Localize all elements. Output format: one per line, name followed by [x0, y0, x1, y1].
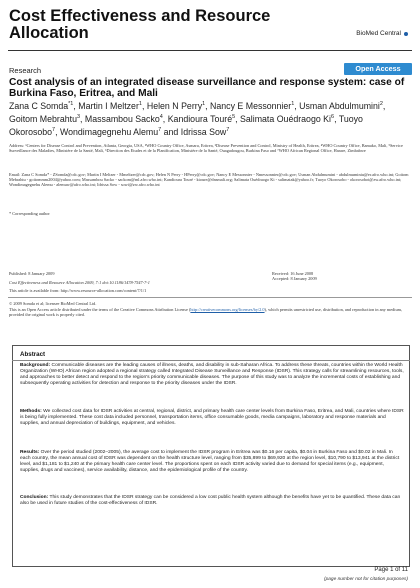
license-link[interactable]: http://creativecommons.org/licenses/by/2.0	[190, 307, 265, 312]
abstract-divider	[12, 360, 410, 361]
author-name: Tuoyo Okorosobo	[9, 113, 363, 137]
author-name: Goitom Mebrahtu	[9, 113, 77, 124]
abstract-results	[20, 450, 404, 474]
author-name: Usman Abdulmumini	[299, 100, 380, 111]
article-url[interactable]: This article is available from: http://www.resource-allocation.com/content/7/1/1	[9, 288, 147, 293]
page-number-note: (page number not for citation purposes)	[324, 577, 408, 582]
article-type: Research	[9, 66, 42, 75]
results-text: Over the period studied (2002–2005), the average cost to implement the IDSR program in Eritrea was $0.16 per capita, $0.04 in Burkina Faso and $0.02 in Mali. In each country, the mean annual cost of IDSR was dependent on the health structure level, ranging from $35,899 to $69,920 at the region level, $10,790 to $13,941 at the district level, and $1,181 to $1,240 at the primary health care center level. The proportions spent on each IDSR activity varied due to demand for special items (e.g., equipment, supplies, drugs and vaccines), service availability, distance, and the epidemiological profile of the country.	[20, 450, 400, 474]
page-number: Page 1 of 11	[374, 567, 408, 573]
rights-divider	[8, 297, 412, 298]
license-text	[9, 307, 413, 317]
author-affiliation-marker: 3	[76, 113, 81, 120]
author-name: Helen N Perry	[146, 100, 203, 111]
journal-title: Cost Effectiveness and Resource Allocation	[9, 7, 271, 42]
received-date: Received: 16 June 2008	[272, 271, 314, 276]
results-label: Results:	[20, 450, 40, 455]
methods-label: Methods:	[20, 409, 42, 414]
header-divider	[8, 50, 412, 51]
license-pre: This is an Open Access article distributed under the terms of the Creative Commons Attribution License (	[9, 307, 191, 312]
conclusion-text: This study demonstrates that the IDSR strategy can be considered a low cost public health system although the benefits have yet to be quantified. These data can also be used in future studies of the cost-effectiveness of IDSR.	[20, 495, 401, 507]
author-affiliation-marker: 6	[331, 113, 335, 120]
author-name: Zana C Somda	[9, 100, 69, 111]
corresponding-author-note: * Corresponding author	[9, 211, 50, 216]
license-post: ), which permits unrestricted use, distribution, and reproduction in any medium, provided the original work is properly cited.	[9, 307, 403, 318]
author-affiliation-marker: 7	[226, 126, 230, 133]
background-text: Communicable diseases are the leading causes of illness, deaths, and disability in sub-Saharan Africa. To address these threats, countries within the World Health Organization (WHO) African region adopted a regional strategy called Integrated Disease Surveillance and Response (IDSR). This strategy calls for streamlining resources, tools, and approaches to better detect and respond to the region's priority communicable diseases. The purpose of this study was to analyze the incremental costs of establishing and subsequently operating activities for detection and response to the priority diseases under the IDSR.	[20, 363, 404, 387]
abstract-conclusion	[20, 495, 404, 507]
citation: Cost Effectiveness and Resource Allocation 2009, 7:1 doi:10.1186/1478-7547-7-1	[9, 280, 150, 285]
author-affiliation-marker: 1	[291, 101, 295, 107]
conclusion-label: Conclusion:	[20, 495, 49, 500]
author-name: Massambou Sacko	[84, 113, 160, 124]
author-emails: Email: Zana C Somda* - ZSomda@cdc.gov; Martin I Meltzer - Mmeltzer@cdc.gov; Helen N Perry - HPerry@cdc.gov; Nancy E Messonnier - Nmessonnier@cdc.gov; Usman Abdulmumini - abdulmuminiu@er.afro.who.int; Goitom Mebrahtu - goitommm2004@yahoo.com; Massambou Sacko - sackom@ml.afro.who.int; Kandioura Touré - ktoure@dnsmali.org; Salimata Ouédraogo Ki - salimatak@yahoo.fr; Tuoyo Okorosobo - okorosobot@zw.afro.who.int; Wondimagegnehu Alemu - alemuw@afro.who.int; Idrissa Sow - sowi@zw.afro.who.int	[9, 172, 409, 188]
published-date: Published: 8 January 2009	[9, 271, 55, 276]
biomed-central-logo-icon	[404, 32, 408, 36]
author-name: Nancy E Messonnier	[210, 100, 292, 111]
author-affiliation-marker: 4	[159, 113, 163, 120]
author-name: Wondimagegnehu Alemu	[59, 126, 159, 137]
open-access-badge: Open Access	[344, 63, 412, 75]
biomed-central-logo-text: BioMed Central	[356, 30, 401, 37]
author-affiliation-marker: 7	[52, 126, 56, 133]
author-affiliation-marker: 1	[138, 101, 142, 107]
background-label: Background:	[20, 363, 51, 368]
author-name: Idrissa Sow	[180, 126, 227, 137]
author-affiliation-marker: 1	[202, 101, 206, 107]
author-name: Salimata Ouédraogo Ki	[240, 113, 332, 124]
author-list: Zana C Somda$^{*1}$, Martin I Meltzer$^1$, Helen N Perry$^1$, Nancy E Messonnier$^1$, Usman Abdulmumini$^2$, Goitom Mebrahtu$^3$, Massambou Sacko$^4$, Kandioura Touré$^5$, Salimata Ouédraogo Ki$^6$, Tuoyo Okorosobo$^7$, Wondimagegnehu Alemu$^7$ and Idrissa Sow$^7$	[9, 100, 386, 137]
abstract-methods	[20, 409, 404, 427]
author-affiliation-marker: *1	[68, 101, 74, 107]
article-title: Cost analysis of an integrated disease surveillance and response system: case of Burkina Faso, Eritrea, and Mali	[9, 77, 405, 99]
abstract-heading: Abstract	[20, 351, 46, 358]
copyright: © 2009 Somda et al; licensee BioMed Central Ltd.	[9, 301, 97, 306]
author-addresses: Address: ¹Centers for Disease Control and Prevention, Atlanta, Georgia, USA, ²WHO Country Office, Asmara, Eritrea, ³Disease Prevention and Control, Ministry of Health, Eritrea, ⁴WHO Country Office, Bamako, Mali, ⁵Service Surveillance des Maladies, Ministère de la Santé, Mali, ⁶Direction des Etudes et de la Planification, Ministère de la Santé, Ouagadougou, Burkina Faso and ⁷WHO African Regional Office, Harare, Zimbabwe	[9, 143, 403, 154]
author-name: Martin I Meltzer	[78, 100, 139, 111]
methods-text: We collected cost data for IDSR activities at central, regional, district, and primary health care center levels from Burkina Faso, Eritrea, and Mali, countries where IDSR is being fully implemented. These cost data included personnel, transportation items, office consumable goods, media campaigns, laboratory and response materials and supplies, and annual depreciation of buildings, equipment, and vehicles.	[20, 409, 404, 427]
author-affiliation-marker: 7	[158, 126, 162, 133]
author-name: Kandioura Touré	[167, 113, 233, 124]
accepted-date: Accepted: 8 January 2009	[272, 276, 317, 282]
author-affiliation-marker: 5	[232, 113, 236, 120]
publisher-logo	[356, 30, 408, 37]
abstract-background	[20, 363, 404, 387]
author-affiliation-marker: 2	[379, 101, 383, 107]
